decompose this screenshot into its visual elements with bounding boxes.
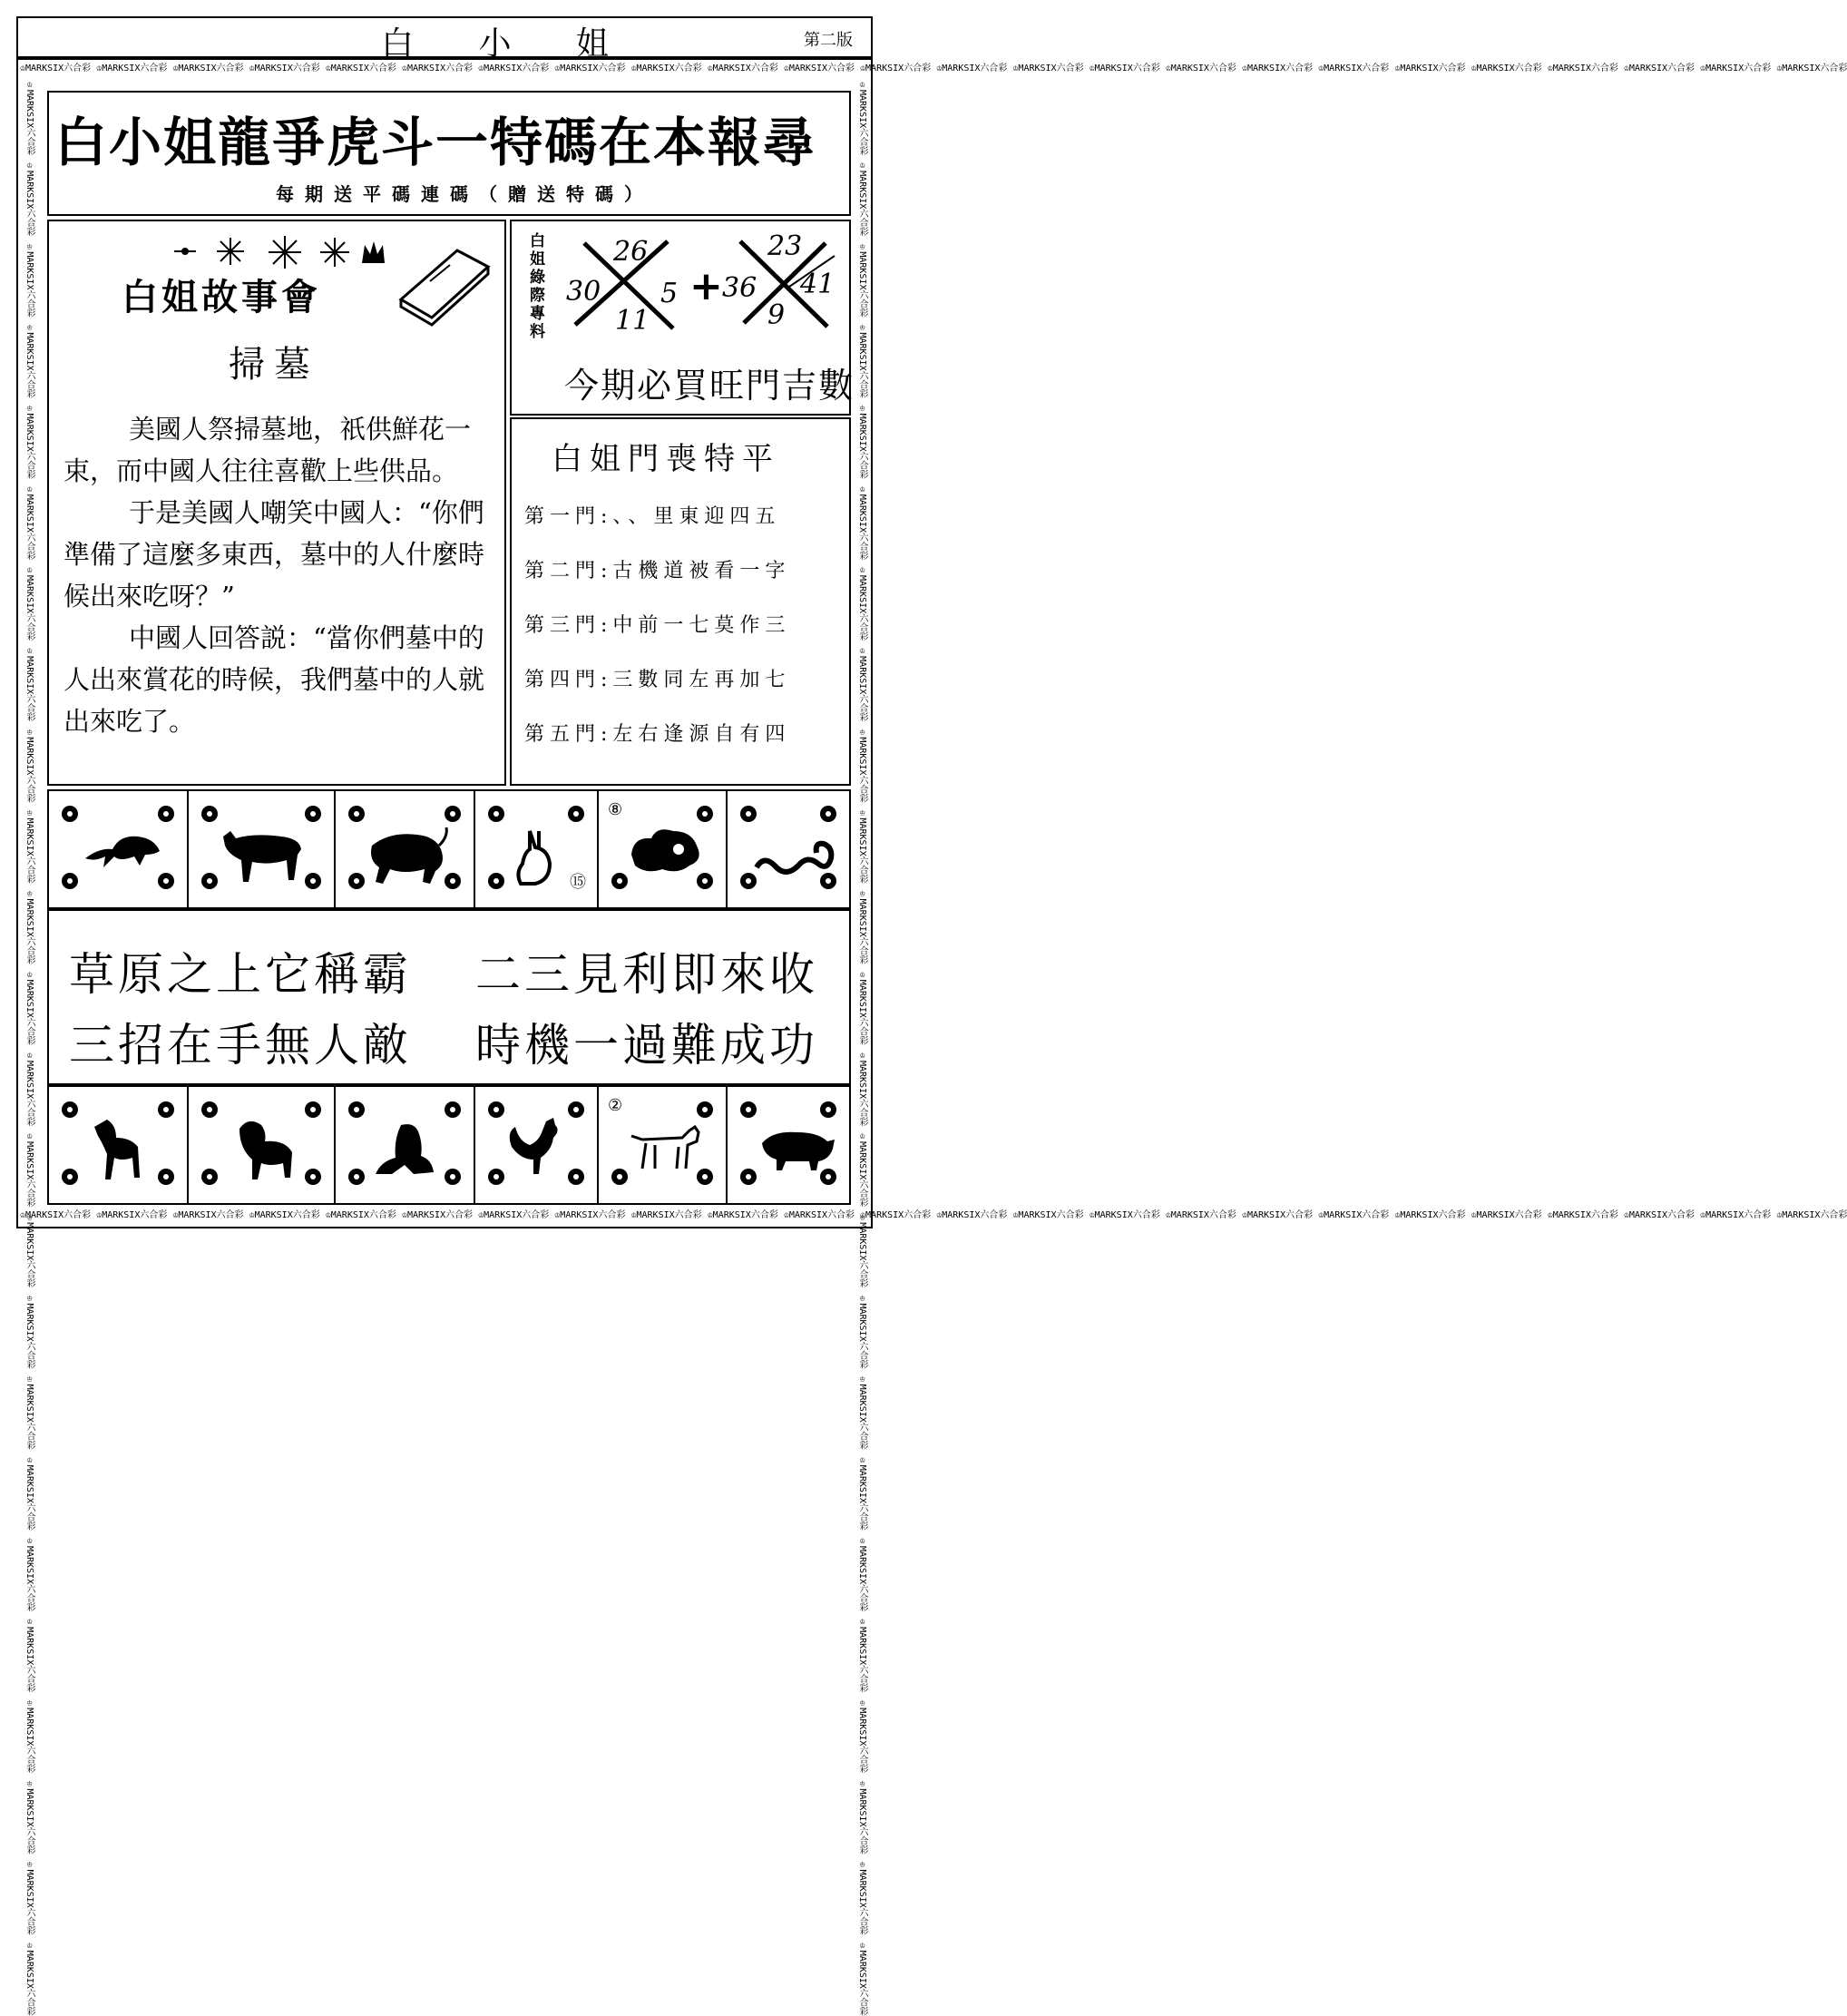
zodiac-cell-dragon	[599, 791, 728, 907]
door-label: 第一門:	[524, 505, 613, 528]
zodiac-cell-ox	[189, 791, 336, 907]
rooster-icon	[503, 1114, 568, 1183]
dragon-icon	[624, 818, 704, 878]
door-text: 、、里東迎四五	[612, 505, 781, 528]
snake-icon	[751, 831, 842, 882]
story-column-heading: 白姐故事會	[122, 277, 321, 318]
door-label: 第四門:	[524, 669, 613, 691]
door-text: 古機道被看一字	[612, 560, 791, 582]
doors-title: 白姐門喪特平	[552, 441, 780, 477]
page-title: 白 小 姐	[381, 25, 636, 63]
zodiac-cell-rat	[49, 791, 189, 907]
door-text: 三數同左再加七	[612, 669, 791, 691]
door-row	[524, 555, 847, 610]
fireworks-decoration-icon	[167, 229, 385, 274]
tiger-icon	[363, 818, 450, 887]
lucky-number: 30	[566, 276, 601, 308]
zodiac-cell-tiger	[336, 791, 475, 907]
poem-box	[47, 909, 851, 1085]
banner	[47, 91, 851, 216]
pig-icon	[755, 1123, 836, 1174]
zodiac-cell-rooster	[475, 1087, 599, 1203]
book-icon	[394, 243, 494, 325]
dog-icon	[624, 1121, 706, 1176]
door-label: 第二門:	[524, 560, 613, 582]
ox-icon	[218, 818, 305, 887]
edition-label: 第二版	[804, 31, 853, 50]
door-label: 第三門:	[524, 614, 613, 637]
story-box	[47, 220, 506, 786]
door-row	[524, 501, 847, 555]
story-body	[64, 408, 497, 742]
story-paragraph: 美國人祭掃墓地，祇供鮮花一束，而中國人往往喜歡上些供品。	[64, 414, 472, 486]
rat-icon	[82, 822, 163, 873]
zodiac-cell-pig	[728, 1087, 849, 1203]
banner-subline: 每期送平碼連碼（贈送特碼）	[276, 183, 653, 205]
lucky-number: 23	[767, 230, 803, 262]
zodiac-row-top	[47, 789, 851, 909]
door-row	[524, 719, 847, 773]
zodiac-corner-mark: ②	[608, 1096, 623, 1115]
goat-icon	[230, 1112, 303, 1185]
plus-sign: +	[689, 263, 723, 309]
watermark-strip-left: ♔MARKSIX六合彩 ♔MARKSIX六合彩 ♔MARKSIX六合彩 ♔MARKSIX六合彩 ♔MARKSIX六合彩 ♔MARKSIX六合彩 ♔MARKSIX六合彩 ♔MARKSIX六合彩 ♔MARKSIX六合彩 ♔MARKSIX六合彩 ♔MARKSIX六合彩 ♔MARKSIX六合彩 ♔MARKSIX六合彩 ♔MARKSIX六合彩 ♔MARKSIX六合彩 ♔MARKSIX六合彩 ♔MARKSIX六合彩 ♔MARKSIX六合彩 ♔MARKSIX六合彩 ♔MARKSIX六合彩 ♔MARKSIX六合彩 ♔MARKSIX六合彩 ♔MARKSIX六合彩 ♔MARKSIX六合彩	[24, 80, 34, 2016]
story-title: 掃墓	[229, 344, 319, 386]
lucky-number: 41	[800, 269, 836, 300]
lucky-number: 11	[615, 305, 650, 337]
lucky-number: 26	[613, 236, 649, 268]
poem-line: 二三見利即來收	[475, 948, 818, 1001]
door-row	[524, 664, 847, 719]
door-text: 左右逢源自有四	[612, 723, 791, 746]
zodiac-corner-mark: ⑮	[570, 873, 586, 892]
zodiac-row-bottom	[47, 1085, 851, 1205]
zodiac-cell-dog	[599, 1087, 728, 1203]
doors-box	[510, 417, 851, 786]
zodiac-cell-monkey	[336, 1087, 475, 1203]
doors-list	[524, 501, 847, 773]
poem-line: 草原之上它稱霸	[69, 948, 412, 1001]
zodiac-cell-goat	[189, 1087, 336, 1203]
lucky-number: 9	[767, 299, 786, 331]
lucky-caption: 今期必買旺門吉數	[564, 366, 855, 406]
poem-line: 三招在手無人敵	[69, 1019, 412, 1072]
lucky-numbers-box	[510, 220, 855, 416]
story-paragraph: 中國人回答説：“當你們墓中的人出來賞花的時候，我們墓中的人就出來吃了。	[64, 622, 485, 737]
banner-headline: 白小姐龍爭虎斗一特碼在本報尋	[54, 112, 817, 173]
lucky-number: 36	[722, 272, 757, 304]
door-label: 第五門:	[524, 723, 613, 746]
zodiac-cell-snake	[728, 791, 849, 907]
zodiac-corner-mark: ⑧	[608, 800, 623, 819]
page-header	[16, 16, 873, 63]
poem-line: 時機一過難成功	[475, 1019, 818, 1072]
lucky-side-label: 白姐綠際專料	[526, 232, 544, 341]
rabbit-icon	[512, 827, 557, 887]
watermark-strip-bottom: ♔MARKSIX六合彩 ♔MARKSIX六合彩 ♔MARKSIX六合彩 ♔MARKSIX六合彩 ♔MARKSIX六合彩 ♔MARKSIX六合彩 ♔MARKSIX六合彩 ♔MARKSIX六合彩 ♔MARKSIX六合彩 ♔MARKSIX六合彩 ♔MARKSIX六合彩 ♔MARKSIX六合彩 ♔MARKSIX六合彩 ♔MARKSIX六合彩 ♔MARKSIX六合彩 ♔MARKSIX六合彩 ♔MARKSIX六合彩 ♔MARKSIX六合彩 ♔MARKSIX六合彩 ♔MARKSIX六合彩 ♔MARKSIX六合彩 ♔MARKSIX六合彩 ♔MARKSIX六合彩 ♔MARKSIX六合彩	[20, 1210, 1847, 1220]
lucky-number: 5	[660, 278, 679, 309]
monkey-icon	[368, 1120, 445, 1179]
horse-icon	[89, 1114, 147, 1187]
zodiac-cell-horse	[49, 1087, 189, 1203]
watermark-strip-right: ♔MARKSIX六合彩 ♔MARKSIX六合彩 ♔MARKSIX六合彩 ♔MARKSIX六合彩 ♔MARKSIX六合彩 ♔MARKSIX六合彩 ♔MARKSIX六合彩 ♔MARKSIX六合彩 ♔MARKSIX六合彩 ♔MARKSIX六合彩 ♔MARKSIX六合彩 ♔MARKSIX六合彩 ♔MARKSIX六合彩 ♔MARKSIX六合彩 ♔MARKSIX六合彩 ♔MARKSIX六合彩 ♔MARKSIX六合彩 ♔MARKSIX六合彩 ♔MARKSIX六合彩 ♔MARKSIX六合彩 ♔MARKSIX六合彩 ♔MARKSIX六合彩 ♔MARKSIX六合彩 ♔MARKSIX六合彩	[857, 80, 867, 2016]
door-text: 中前一七莫作三	[612, 614, 791, 637]
door-row	[524, 610, 847, 664]
story-paragraph: 于是美國人嘲笑中國人：“你們準備了這麼多東西，墓中的人什麼時候出來吃呀？”	[64, 497, 485, 612]
watermark-strip-top: ♔MARKSIX六合彩 ♔MARKSIX六合彩 ♔MARKSIX六合彩 ♔MARKSIX六合彩 ♔MARKSIX六合彩 ♔MARKSIX六合彩 ♔MARKSIX六合彩 ♔MARKSIX六合彩 ♔MARKSIX六合彩 ♔MARKSIX六合彩 ♔MARKSIX六合彩 ♔MARKSIX六合彩 ♔MARKSIX六合彩 ♔MARKSIX六合彩 ♔MARKSIX六合彩 ♔MARKSIX六合彩 ♔MARKSIX六合彩 ♔MARKSIX六合彩 ♔MARKSIX六合彩 ♔MARKSIX六合彩 ♔MARKSIX六合彩 ♔MARKSIX六合彩 ♔MARKSIX六合彩 ♔MARKSIX六合彩	[20, 64, 1847, 73]
zodiac-cell-rabbit	[475, 791, 599, 907]
